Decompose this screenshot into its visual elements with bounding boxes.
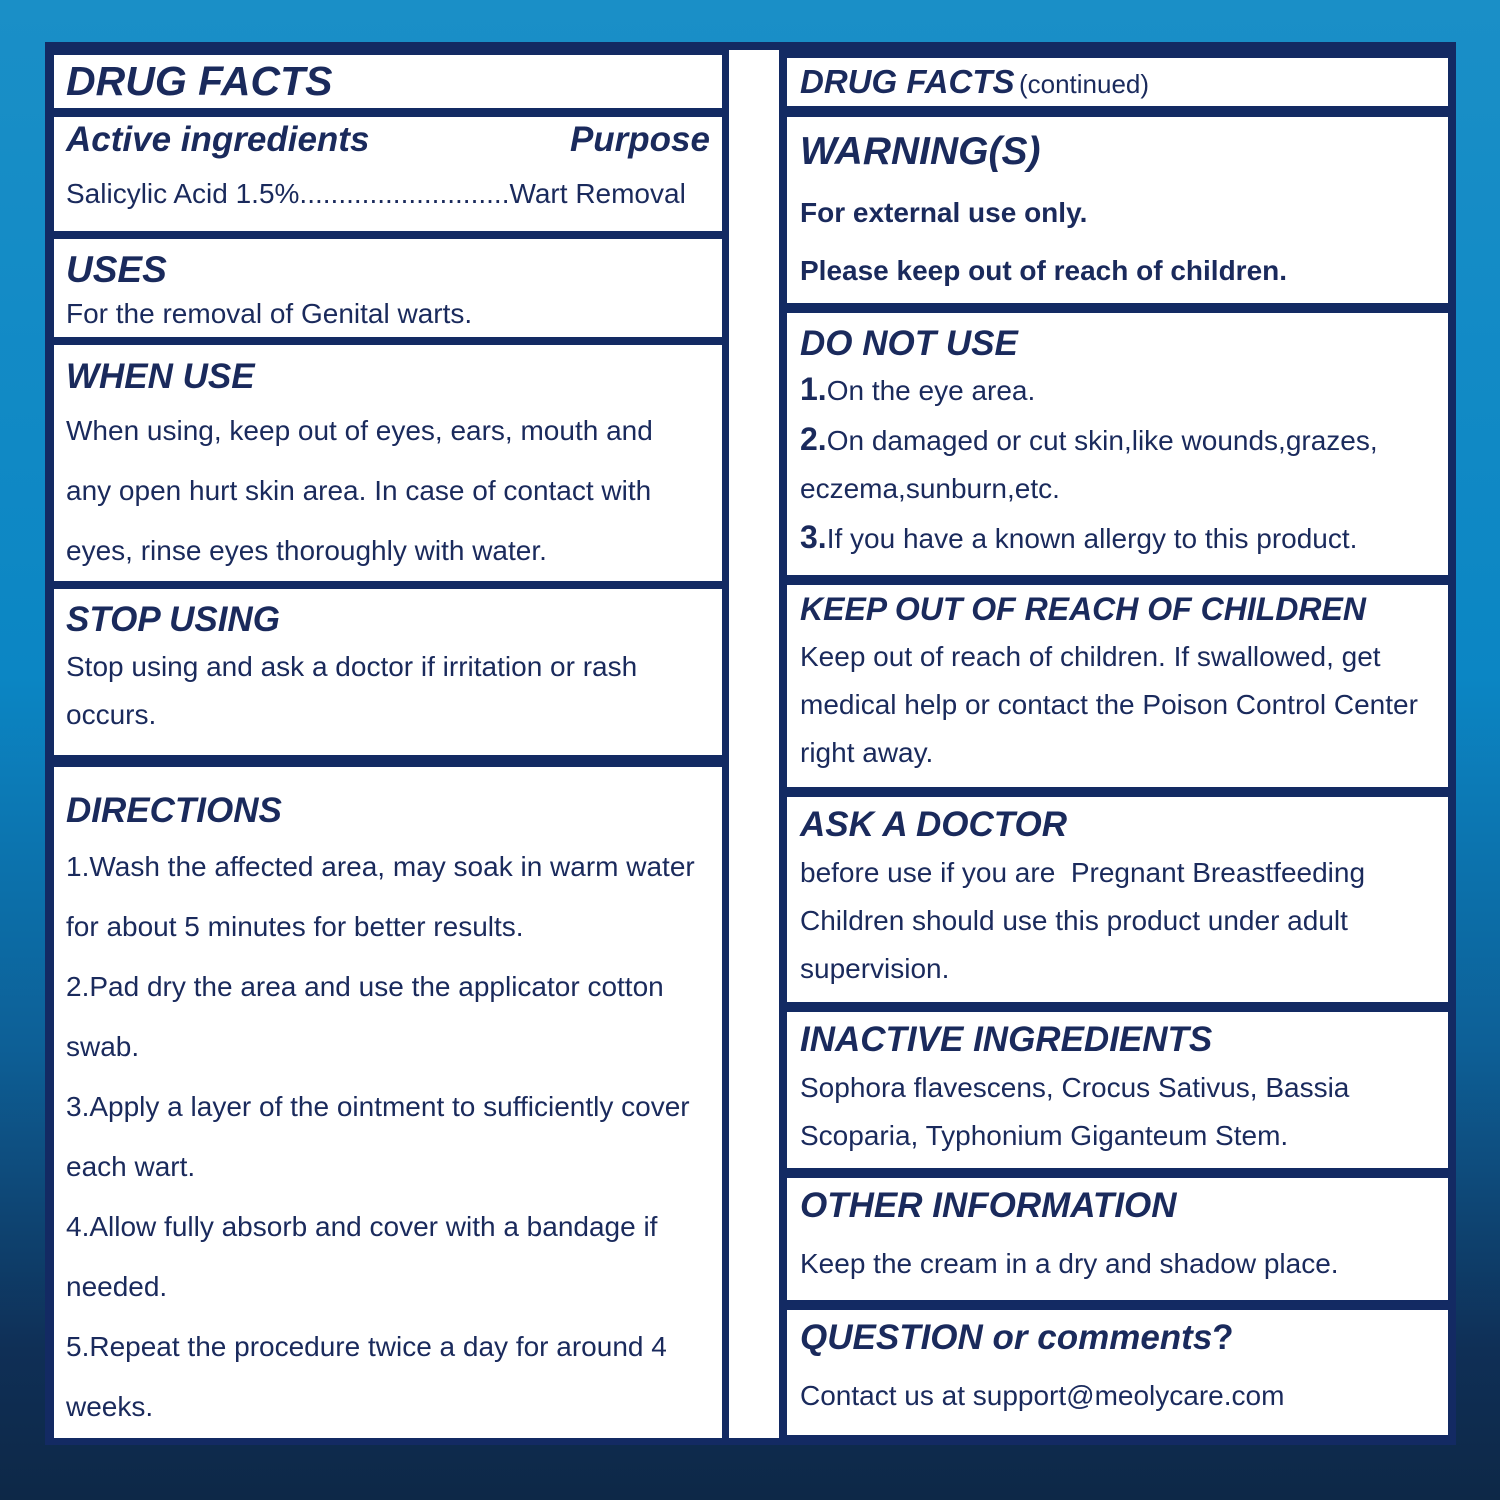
- uses-panel: [54, 239, 722, 337]
- continued-suffix: (continued): [1018, 69, 1150, 99]
- inactive-ingredients-text: Sophora flavescens, Crocus Sativus, Bassia Scoparia, Typhonium Giganteum Stem.: [800, 1072, 1350, 1151]
- contact-text: Contact us at support@meolycare.com: [800, 1380, 1285, 1411]
- keep-out-panel: [787, 585, 1448, 787]
- uses-heading: USES: [66, 249, 167, 290]
- directions-list: [66, 837, 718, 1437]
- direction-step: 3.Apply a layer of the ointment to sufficiently cover each wart.: [66, 1091, 690, 1182]
- direction-step: 4.Allow fully absorb and cover with a bandage if needed.: [66, 1211, 658, 1302]
- questions-heading: QUESTION or comments: [800, 1318, 1213, 1357]
- warnings-panel: [787, 117, 1448, 303]
- stop-using-text: Stop using and ask a doctor if irritation or rash occurs.: [66, 651, 638, 730]
- active-ingredients-panel: [54, 117, 722, 231]
- purpose-heading: Purpose: [569, 120, 710, 159]
- do-not-use-heading: DO NOT USE: [800, 324, 1018, 363]
- drug-facts-title: DRUG FACTS: [66, 58, 333, 104]
- when-use-panel: [54, 345, 722, 581]
- uses-text: For the removal of Genital warts.: [66, 298, 473, 329]
- drug-facts-title-panel: [54, 55, 722, 108]
- inactive-ingredients-heading: INACTIVE INGREDIENTS: [800, 1020, 1213, 1059]
- item-text: On damaged or cut skin,like wounds,grazes, eczema,sunburn,etc.: [800, 425, 1378, 504]
- warning-line: Please keep out of reach of children.: [800, 255, 1288, 286]
- ask-doctor-panel: [787, 797, 1448, 1002]
- stop-using-heading: STOP USING: [66, 600, 280, 639]
- item-text: If you have a known allergy to this product.: [826, 523, 1358, 554]
- other-information-panel: [787, 1178, 1448, 1300]
- direction-step: 5.Repeat the procedure twice a day for around 4 weeks.: [66, 1331, 667, 1422]
- ask-doctor-heading: ASK A DOCTOR: [800, 805, 1068, 844]
- do-not-use-item: [800, 513, 1418, 563]
- continued-title: DRUG FACTS: [800, 63, 1015, 100]
- questions-panel: [787, 1310, 1448, 1435]
- directions-panel: [54, 767, 722, 1438]
- active-ingredients-heading: Active ingredients: [66, 120, 370, 159]
- when-use-text: When using, keep out of eyes, ears, mouth and any open hurt skin area. In case of contact with eyes, rinse eyes thoroughly with water.: [66, 415, 653, 566]
- directions-heading: DIRECTIONS: [66, 791, 282, 830]
- other-information-heading: OTHER INFORMATION: [800, 1186, 1177, 1225]
- warning-line: For external use only.: [800, 197, 1088, 228]
- inactive-ingredients-panel: [787, 1012, 1448, 1168]
- direction-step: 2.Pad dry the area and use the applicator cotton swab.: [66, 971, 664, 1062]
- questions-mark: ?: [1212, 1318, 1234, 1357]
- when-use-heading: WHEN USE: [66, 357, 255, 396]
- active-ingredient-line: Salicylic Acid 1.5%...........................Wart Removal: [66, 178, 686, 209]
- other-information-text: Keep the cream in a dry and shadow place.: [800, 1248, 1339, 1279]
- continued-title-panel: [787, 58, 1448, 106]
- ask-doctor-text: before use if you are Pregnant Breastfeeding Children should use this product under adult supervision.: [800, 857, 1373, 984]
- item-number: 1.: [800, 371, 827, 407]
- keep-out-text: Keep out of reach of children. If swallowed, get medical help or contact the Poison Control Center right away.: [800, 641, 1418, 768]
- do-not-use-panel: [787, 313, 1448, 575]
- item-text: On the eye area.: [826, 375, 1036, 406]
- stop-using-panel: [54, 589, 722, 755]
- do-not-use-item: [800, 415, 1418, 513]
- direction-step: 1.Wash the affected area, may soak in warm water for about 5 minutes for better results.: [66, 851, 695, 942]
- warnings-heading: WARNING(S): [800, 130, 1041, 173]
- drug-facts-label: [45, 42, 1456, 1445]
- do-not-use-item: [800, 365, 1418, 415]
- column-divider: [729, 50, 779, 1438]
- item-number: 2.: [800, 421, 827, 457]
- item-number: 3.: [800, 519, 827, 555]
- keep-out-heading: KEEP OUT OF REACH OF CHILDREN: [800, 591, 1366, 627]
